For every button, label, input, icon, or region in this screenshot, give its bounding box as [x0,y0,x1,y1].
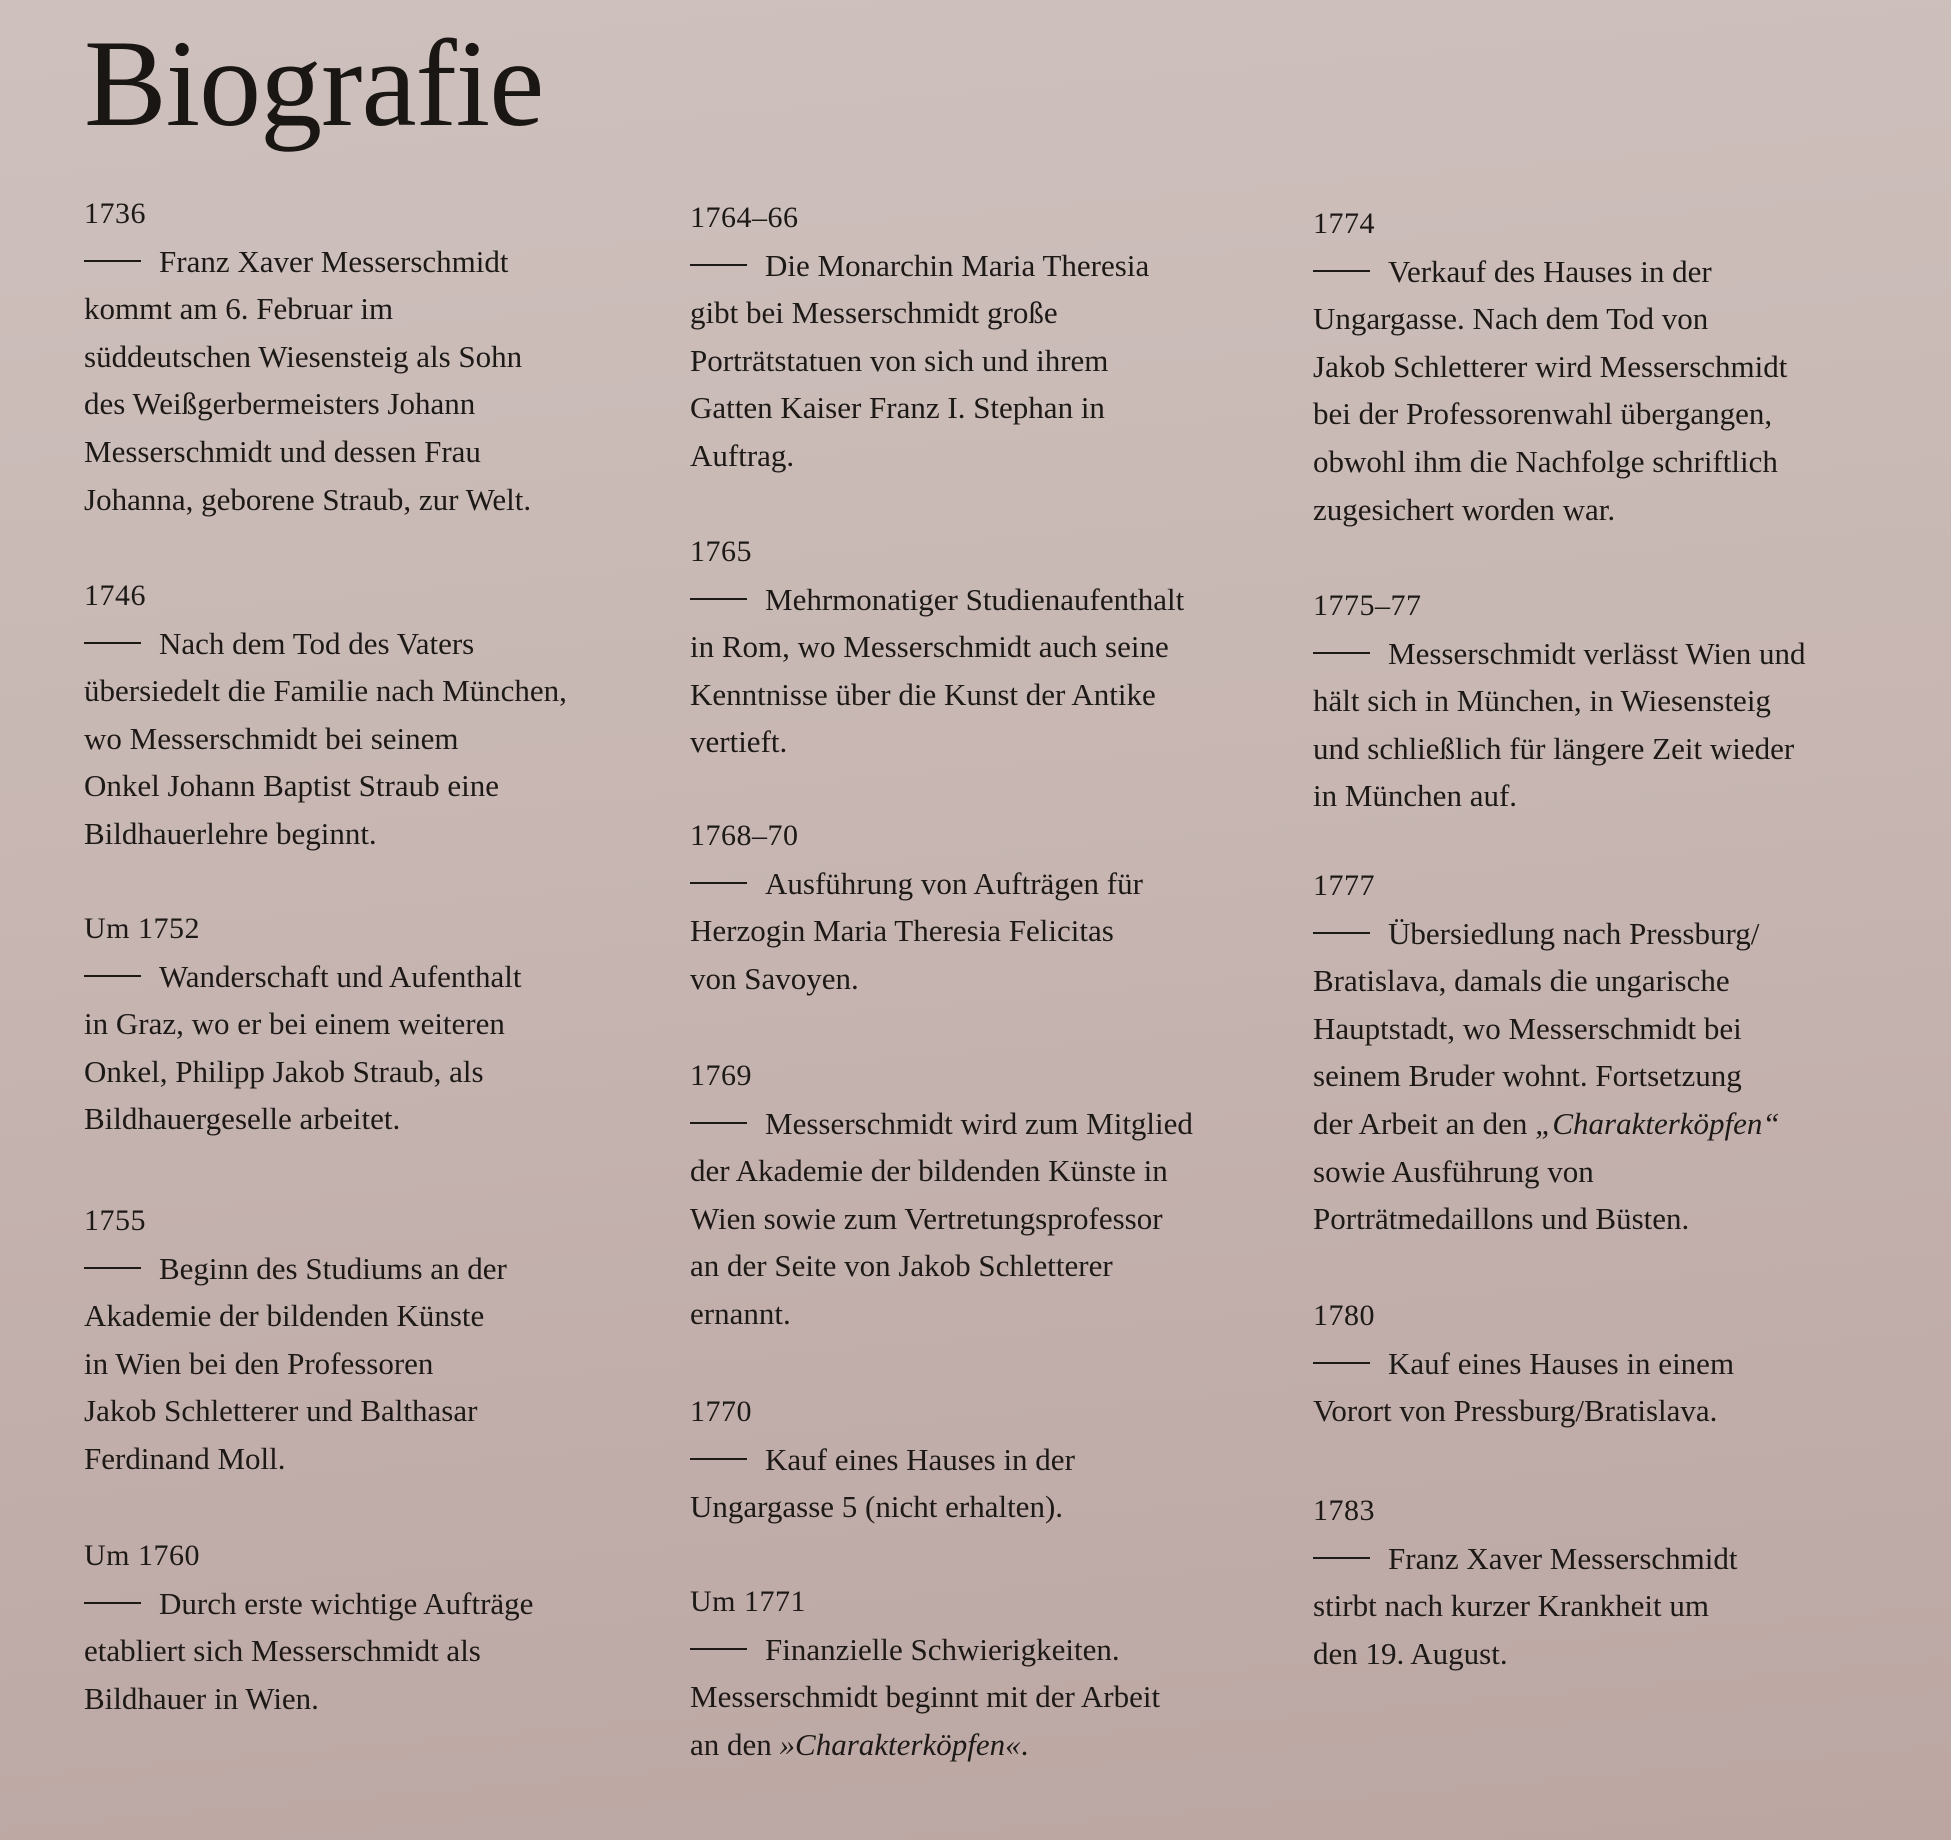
entry-line [690,623,1270,671]
line-text: Durch erste wichtige Aufträge [159,1585,534,1621]
entry-line [84,1340,664,1388]
line-text: Bratislava, damals die ungarische [1313,963,1730,999]
entry-year: 1769 [690,1059,752,1092]
entry-year: 1746 [84,579,146,612]
line-text: übersiedelt die Familie nach München, [84,673,567,709]
line-text: der Arbeit an den [1313,1105,1536,1141]
line-text: Kenntnisse über die Kunst der Antike [690,676,1156,712]
entry-line [1313,1005,1893,1053]
entry-line [84,1580,664,1628]
line-text: Vorort von Pressburg/Bratislava. [1313,1393,1718,1429]
line-text: Finanzielle Schwierigkeiten. [765,1631,1120,1667]
entry-year: 1768–70 [690,819,799,852]
timeline-entry [690,812,1270,1002]
timeline-entry [1313,1487,1893,1677]
line-text: an den [690,1726,780,1762]
line-text: Messerschmidt beginnt mit der Arbeit [690,1679,1161,1715]
line-text: zugesichert worden war. [1313,491,1616,527]
line-text: Wanderschaft und Aufenthalt [159,958,522,994]
em-dash-rule [84,1602,141,1604]
em-dash-rule [1313,1557,1370,1559]
line-text: Kauf eines Hauses in der [765,1441,1075,1477]
entry-line [1313,1052,1893,1100]
entry-line [84,667,664,715]
line-text: Akademie der bildenden Künste [84,1298,485,1334]
line-text: in Wien bei den Professoren [84,1345,434,1381]
entry-line [690,242,1270,290]
entry-line [690,955,1270,1003]
entry-text [84,1580,664,1723]
em-dash-rule [84,642,141,644]
entry-text [690,1626,1270,1769]
timeline-entry [1313,862,1893,1243]
timeline-entry [1313,1292,1893,1435]
line-text: Mehrmonatiger Studienaufenthalt [765,581,1185,617]
entry-line [84,810,664,858]
entry-line [1313,343,1893,391]
line-text: Franz Xaver Messerschmidt [1388,1540,1738,1576]
timeline-entry [690,1578,1270,1768]
entry-line [84,238,664,286]
entry-line [1313,1148,1893,1196]
entry-text [690,242,1270,480]
line-text: der Akademie der bildenden Künste in [690,1153,1168,1189]
entry-year: 1777 [1313,869,1375,902]
entry-line [84,1048,664,1096]
em-dash-rule [84,260,141,262]
line-text: Franz Xaver Messerschmidt [159,243,509,279]
em-dash-rule [84,975,141,977]
timeline-entry [84,1532,664,1722]
entry-line [690,1195,1270,1243]
entry-year: 1736 [84,197,146,230]
entry-text [1313,910,1893,1243]
work-title: „Charakterköpfen“ [1535,1105,1780,1141]
line-text: von Savoyen. [690,960,859,996]
line-text: Onkel, Philipp Jakob Straub, als [84,1053,484,1089]
timeline-entry [84,190,664,523]
line-text: Porträtmedaillons und Büsten. [1313,1201,1690,1237]
line-text: bei der Professorenwahl übergangen, [1313,396,1773,432]
entry-year: 1775–77 [1313,589,1422,622]
line-text: Nach dem Tod des Vaters [159,625,475,661]
entry-line [1313,1340,1893,1388]
em-dash-rule [1313,932,1370,934]
entry-line [1313,1195,1893,1243]
entry-line [84,1627,664,1675]
entry-year: 1764–66 [690,201,799,234]
line-text: in Graz, wo er bei einem weiteren [84,1006,505,1042]
line-text: Ferdinand Moll. [84,1440,286,1476]
entry-line [690,1290,1270,1338]
entry-line [690,432,1270,480]
line-text: den 19. August. [1313,1635,1508,1671]
entry-year: Um 1760 [84,1539,200,1572]
line-text: in Rom, wo Messerschmidt auch seine [690,629,1169,665]
line-text: Wien sowie zum Vertretungsprofessor [690,1200,1163,1236]
line-text: an der Seite von Jakob Schletterer [690,1248,1113,1284]
timeline-entry [690,1052,1270,1338]
timeline-entry [690,1388,1270,1531]
line-text: Porträtstatuen von sich und ihrem [690,342,1109,378]
entry-line [690,860,1270,908]
entry-year: Um 1771 [690,1585,806,1618]
entry-line [690,337,1270,385]
entry-line [84,1245,664,1293]
entry-line [690,384,1270,432]
em-dash-rule [84,1267,141,1269]
entry-line [84,620,664,668]
entry-year: 1765 [690,535,752,568]
entry-text [690,1100,1270,1338]
entry-line [690,718,1270,766]
em-dash-rule [690,1458,747,1460]
line-text: Jakob Schletterer wird Messerschmidt [1313,348,1788,384]
entry-line [1313,957,1893,1005]
entry-line [84,1000,664,1048]
entry-line [690,671,1270,719]
entry-text [84,1245,664,1483]
entry-year: 1755 [84,1204,146,1237]
entry-line [84,380,664,428]
entry-line [690,1626,1270,1674]
line-text: Übersiedlung nach Pressburg/ [1388,915,1760,951]
line-text: gibt bei Messerschmidt große [690,295,1058,331]
entry-line [84,476,664,524]
entry-line [1313,486,1893,534]
entry-year: 1783 [1313,1494,1375,1527]
entry-text [1313,1340,1893,1435]
entry-line [1313,248,1893,296]
entry-line [1313,295,1893,343]
em-dash-rule [690,1648,747,1650]
entry-line [690,576,1270,624]
entry-text [84,620,664,858]
entry-line [1313,1582,1893,1630]
entry-line [1313,1630,1893,1678]
em-dash-rule [1313,652,1370,654]
entry-text [84,238,664,524]
line-text: obwohl ihm die Nachfolge schriftlich [1313,443,1778,479]
entry-line [690,1436,1270,1484]
line-text: in München auf. [1313,778,1518,814]
line-text: Ungargasse 5 (nicht erhalten). [690,1489,1064,1525]
line-text: Gatten Kaiser Franz I. Stephan in [690,390,1105,426]
line-text: Johanna, geborene Straub, zur Welt. [84,481,532,517]
line-text: sowie Ausführung von [1313,1153,1594,1189]
entry-line [690,1673,1270,1721]
line-text: Messerschmidt wird zum Mitglied [765,1105,1193,1141]
page-title: Biografie [84,15,544,152]
line-text: Jakob Schletterer und Balthasar [84,1393,478,1429]
entry-line [84,428,664,476]
entry-line [1313,1535,1893,1583]
timeline-entry [84,572,664,858]
entry-line [690,289,1270,337]
line-text: Bildhauer in Wien. [84,1680,319,1716]
line-text: kommt am 6. Februar im [84,291,394,327]
line-text: wo Messerschmidt bei seinem [84,720,459,756]
entry-line [84,1675,664,1723]
entry-line [1313,438,1893,486]
em-dash-rule [1313,270,1370,272]
line-text: Onkel Johann Baptist Straub eine [84,768,499,804]
entry-line [690,1721,1270,1769]
timeline-entry [690,528,1270,766]
em-dash-rule [690,1122,747,1124]
line-text: Bildhauergeselle arbeitet. [84,1101,401,1137]
entry-year: 1774 [1313,207,1375,240]
line-text: Hauptstadt, wo Messerschmidt bei [1313,1010,1742,1046]
entry-line [1313,725,1893,773]
line-text: . [1020,1726,1029,1762]
line-text: Herzogin Maria Theresia Felicitas [690,913,1114,949]
line-text: Beginn des Studiums an der [159,1250,507,1286]
entry-line [1313,677,1893,725]
entry-line [1313,1100,1893,1148]
line-text: Die Monarchin Maria Theresia [765,247,1150,283]
line-text: Verkauf des Hauses in der [1388,253,1712,289]
work-title: »Charakterköpfen« [779,1726,1021,1762]
line-text: vertieft. [690,724,788,760]
timeline-entry [84,1197,664,1483]
entry-line [84,1095,664,1143]
entry-line [690,1147,1270,1195]
em-dash-rule [1313,1362,1370,1364]
timeline-entry [1313,582,1893,820]
entry-line [690,1242,1270,1290]
entry-line [1313,910,1893,958]
line-text: Messerschmidt und dessen Frau [84,433,481,469]
entry-year: 1770 [690,1395,752,1428]
line-text: Auftrag. [690,437,795,473]
line-text: des Weißgerbermeisters Johann [84,386,476,422]
entry-line [84,285,664,333]
entry-text [1313,248,1893,534]
line-text: und schließlich für längere Zeit wieder [1313,730,1795,766]
entry-line [84,1292,664,1340]
entry-line [1313,390,1893,438]
entry-year: Um 1752 [84,912,200,945]
timeline-entry [1313,200,1893,533]
entry-line [690,1100,1270,1148]
line-text: Ungargasse. Nach dem Tod von [1313,301,1709,337]
entry-line [1313,630,1893,678]
entry-line [690,1483,1270,1531]
entry-line [1313,1387,1893,1435]
entry-line [84,762,664,810]
line-text: Bildhauerlehre beginnt. [84,815,377,851]
line-text: Kauf eines Hauses in einem [1388,1345,1735,1381]
entry-text [690,576,1270,766]
entry-line [1313,772,1893,820]
entry-line [84,1387,664,1435]
entry-text [690,860,1270,1003]
entry-line [84,1435,664,1483]
entry-text [1313,630,1893,820]
line-text: stirbt nach kurzer Krankheit um [1313,1588,1709,1624]
entry-text [84,953,664,1143]
em-dash-rule [690,882,747,884]
line-text: seinem Bruder wohnt. Fortsetzung [1313,1058,1742,1094]
em-dash-rule [690,264,747,266]
line-text: ernannt. [690,1295,791,1331]
line-text: süddeutschen Wiesensteig als Sohn [84,338,523,374]
line-text: etabliert sich Messerschmidt als [84,1633,481,1669]
entry-text [1313,1535,1893,1678]
entry-year: 1780 [1313,1299,1375,1332]
entry-text [690,1436,1270,1531]
timeline-entry [690,194,1270,480]
line-text: Messerschmidt verlässt Wien und [1388,635,1806,671]
timeline-entry [84,905,664,1143]
entry-line [84,953,664,1001]
entry-line [690,907,1270,955]
entry-line [84,333,664,381]
line-text: hält sich in München, in Wiesensteig [1313,683,1771,719]
em-dash-rule [690,598,747,600]
entry-line [84,715,664,763]
line-text: Ausführung von Aufträgen für [765,865,1143,901]
